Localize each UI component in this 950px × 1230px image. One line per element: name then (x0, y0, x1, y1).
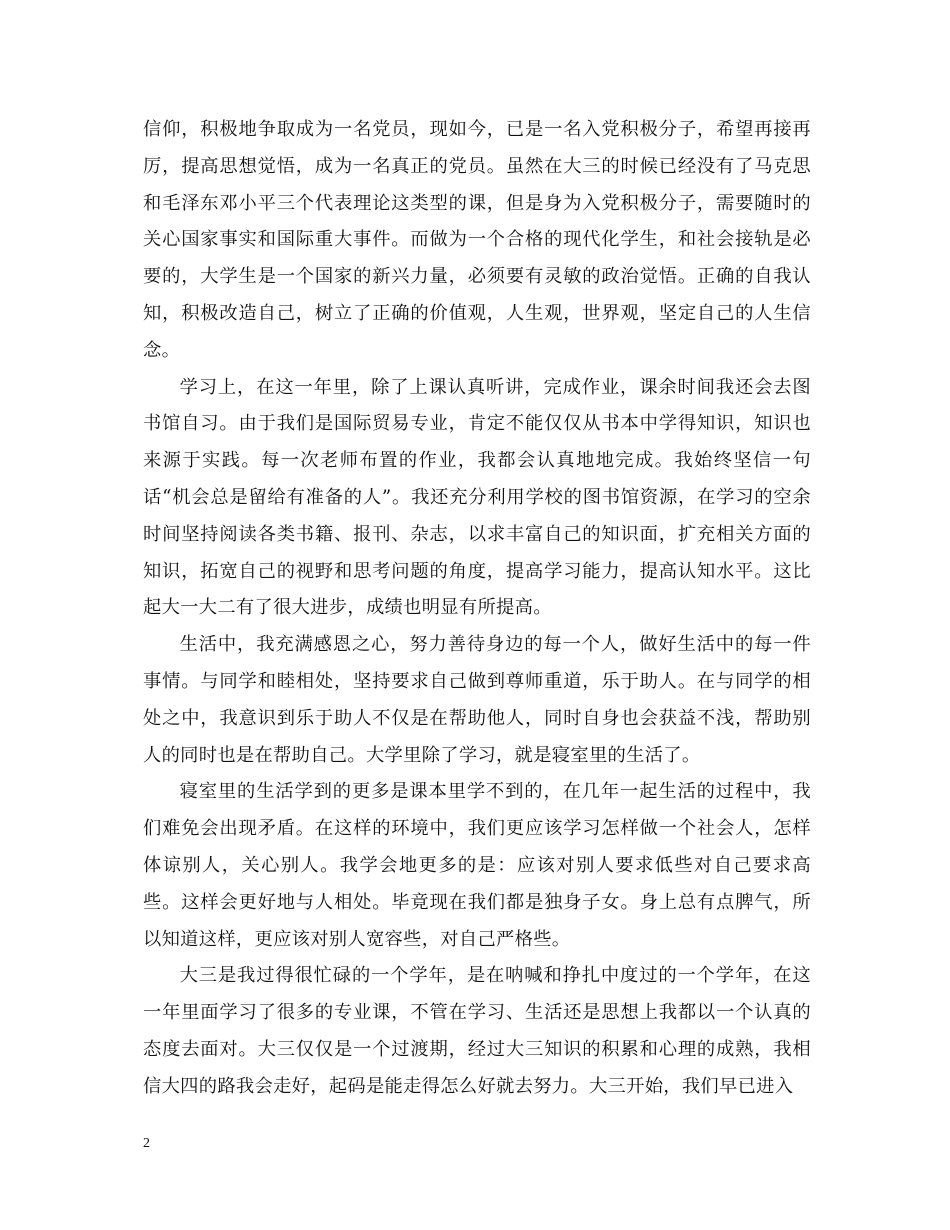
paragraph: 信仰，积极地争取成为一名党员，现如今，已是一名入党积极分子，希望再接再厉，提高思想觉悟，成为一名真正的党员。虽然在大三的时候已经没有了马克思和毛泽东邓小平三个代表理论这类型的课，但是身为入党积极分子，需要随时的关心国家事实和国际重大事件。而做为一个合格的现代化学生，和社会接轨是必要的，大学生是一个国家的新兴力量，必须要有灵敏的政治觉悟。正确的自我认知，积极改造自己，树立了正确的价值观，人生观，世界观，坚定自己的人生信念。 (143, 119, 811, 361)
paragraph: 大三是我过得很忙碌的一个学年，是在呐喊和挣扎中度过的一个学年，在这一年里面学习了很多的专业课，不管在学习、生活还是思想上我都以一个认真的态度去面对。大三仅仅是一个过渡期，经过大三知识的积累和心理的成熟，我相信大四的路我会走好，起码是能走得怎么好就去努力。大三开始，我们早已进入 (143, 965, 811, 1097)
paragraph: 生活中，我充满感恩之心，努力善待身边的每一个人，做好生活中的每一件事情。与同学和睦相处，坚持要求自己做到尊师重道，乐于助人。在与同学的相处之中，我意识到乐于助人不仅是在帮助他人，同时自身也会获益不浅，帮助别人的同时也是在帮助自己。大学里除了学习，就是寝室里的生活了。 (143, 634, 811, 766)
document-body (143, 112, 811, 1106)
paragraph: 学习上，在这一年里，除了上课认真听讲，完成作业，课余时间我还会去图书馆自习。由于我们是国际贸易专业，肯定不能仅仅从书本中学得知识，知识也来源于实践。每一次老师布置的作业，我都会认真地地完成。我始终坚信一句话“机会总是留给有准备的人”。我还充分利用学校的图书馆资源，在学习的空余时间坚持阅读各类书籍、报刊、杂志，以求丰富自己的知识面，扩充相关方面的知识，拓宽自己的视野和思考问题的角度，提高学习能力，提高认知水平。这比起大一大二有了很大进步，成绩也明显有所提高。 (143, 376, 811, 619)
page-number: 2 (143, 1136, 150, 1151)
paragraph: 寝室里的生活学到的更多是课本里学不到的，在几年一起生活的过程中，我们难免会出现矛盾。在这样的环境中，我们更应该学习怎样做一个社会人，怎样体谅别人，关心别人。我学会地更多的是：应该对别人要求低些对自己要求高些。这样会更好地与人相处。毕竟现在我们都是独身子女。身上总有点脾气，所以知道这样，更应该对别人宽容些，对自己严格些。 (143, 781, 811, 950)
